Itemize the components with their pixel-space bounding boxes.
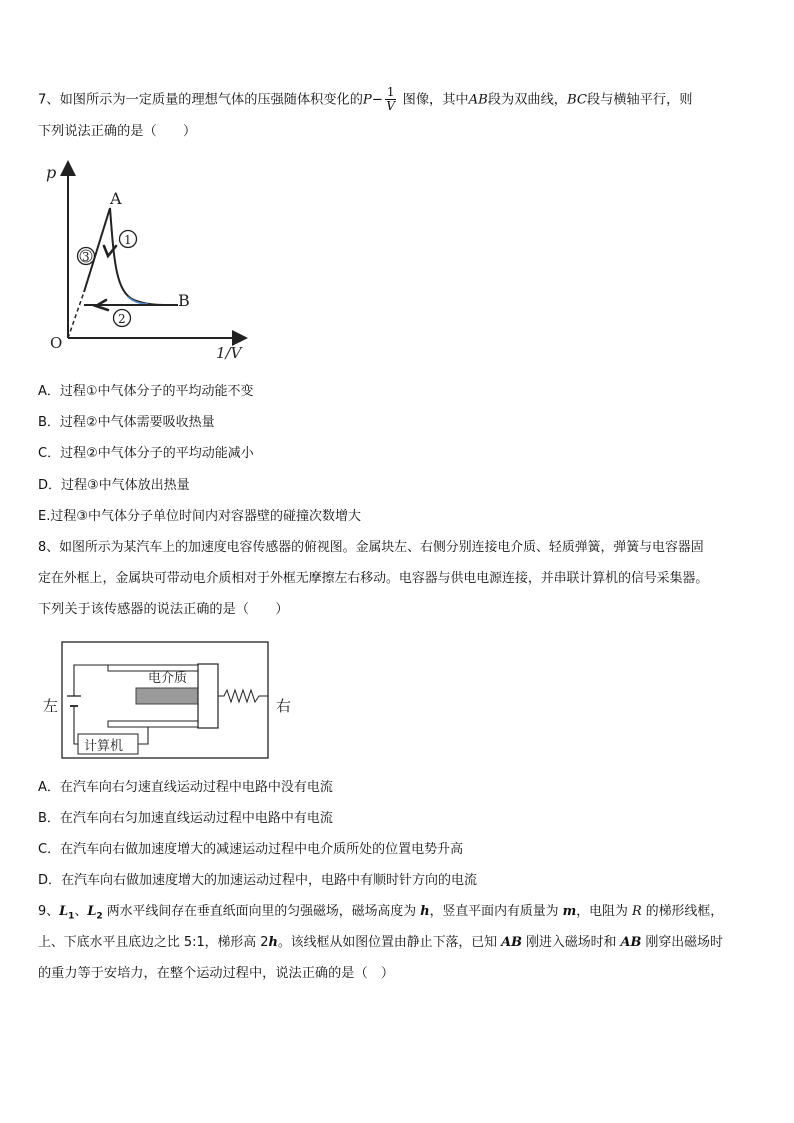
q7-stem-line1 xyxy=(38,86,692,113)
process-3-label: 3 xyxy=(82,250,90,264)
process-1-label: 1 xyxy=(124,233,132,247)
q7-stem-line2: 下列说法正确的是（ ） xyxy=(38,124,197,139)
right-label: 右 xyxy=(276,697,292,715)
q7-expr-fraction xyxy=(385,86,397,113)
process-2-label: 2 xyxy=(118,312,126,326)
circuit-wire-lower xyxy=(74,706,78,744)
q9-line2-c: 刚进入磁场时和 xyxy=(522,935,621,950)
q7-option-d: D．过程③中气体放出热量 xyxy=(38,478,190,493)
dielectric-label: 电介质 xyxy=(148,671,188,686)
capacitor-bottom-plate xyxy=(108,721,198,727)
q8-stem-line1: 8、如图所示为某汽车上的加速度电容传感器的俯视图。金属块左、右侧分别连接电介质、轻质弹簧，弹簧与电容器固 xyxy=(38,540,704,555)
q9-line2-a: 上、下底水平且底边之比 5:1，梯形高 2 xyxy=(38,935,269,950)
q8-stem-line2: 定在外框上，金属块可带动电介质相对于外框无摩擦左右移动。电容器与供电电源连接，并串联计算机的信号采集器。 xyxy=(38,571,709,586)
q9-stem-line3: 的重力等于安培力，在整个运动过程中，说法正确的是（ ） xyxy=(38,966,395,981)
q9-part3: ，电阻为 xyxy=(576,904,632,919)
q8-sensor-diagram xyxy=(40,638,300,762)
x-axis-label: 1/V xyxy=(216,344,242,362)
q9-h: h xyxy=(420,904,430,919)
spring xyxy=(218,690,268,702)
q7-seg-ab: AB xyxy=(468,92,488,108)
q7-option-b: B．过程②中气体需要吸收热量 xyxy=(38,415,215,430)
origin-label: O xyxy=(50,334,63,352)
q9-part4: 的梯形线框， xyxy=(641,904,724,919)
y-axis-label: p xyxy=(46,163,57,182)
metal-block xyxy=(198,664,218,728)
q9-l2-sub: 2 xyxy=(96,911,103,922)
process-1-curve xyxy=(110,208,178,305)
q7-expr-den: V xyxy=(386,99,395,113)
q9-line2-h: h xyxy=(268,935,278,950)
circuit-wire-right xyxy=(138,727,148,744)
q7-stem-prefix: 7、如图所示为一定质量的理想气体的压强随体积变化的 xyxy=(38,92,363,108)
q9-sep: 、 xyxy=(74,904,88,919)
q7-pv-diagram xyxy=(44,152,264,362)
left-label: 左 xyxy=(43,697,59,715)
q9-l2: L xyxy=(87,904,97,919)
point-b-label: B xyxy=(178,291,190,310)
q8-stem-line3: 下列关于该传感器的说法正确的是（ ） xyxy=(38,602,289,617)
q8-option-b: B．在汽车向右匀加速直线运动过程中电路中有电流 xyxy=(38,811,333,826)
dielectric-slab xyxy=(136,688,198,704)
q8-option-c: C．在汽车向右做加速度增大的减速运动过程中电介质所处的位置电势升高 xyxy=(38,842,464,857)
q7-option-c: C．过程②中气体分子的平均动能减小 xyxy=(38,446,254,461)
q9-r: R xyxy=(631,904,642,919)
q7-option-e: E.过程③中气体分子单位时间内对容器壁的碰撞次数增大 xyxy=(38,509,362,524)
q7-expr-minus: − xyxy=(371,92,383,108)
q9-l1: L xyxy=(59,904,69,919)
circuit-wire xyxy=(74,665,108,696)
q9-line2-ab2: AB xyxy=(620,935,642,950)
q7-stem-mid2: 段为双曲线， xyxy=(487,92,567,108)
q9-m: m xyxy=(562,904,577,919)
q7-stem-mid1: 图像，其中 xyxy=(398,92,469,108)
q7-stem-mid3: 段与横轴平行，则 xyxy=(586,92,693,108)
q9-stem-line1 xyxy=(38,902,723,927)
q9-line2-d: 刚穿出磁场时 xyxy=(641,935,723,950)
q8-option-a: A．在汽车向右匀速直线运动过程中电路中没有电流 xyxy=(38,780,333,795)
q9-num: 9、 xyxy=(38,904,60,919)
q9-l1-sub: 1 xyxy=(68,911,75,922)
q8-option-d: D．在汽车向右做加速度增大的加速运动过程中，电路中有顺时针方向的电流 xyxy=(38,873,478,888)
q9-line2-b: 。该线框从如图位置由静止下落，已知 xyxy=(277,935,502,950)
q7-option-a: A．过程①中气体分子的平均动能不变 xyxy=(38,384,254,399)
q9-stem-line2 xyxy=(38,933,723,953)
point-a-label: A xyxy=(110,189,122,208)
q9-part2: ，竖直平面内有质量为 xyxy=(429,904,563,919)
q7-expr-p: P xyxy=(362,92,372,108)
q7-seg-bc: BC xyxy=(566,92,587,108)
q9-line2-ab1: AB xyxy=(501,935,523,950)
dashed-ray xyxy=(68,292,84,338)
q7-expr-num: 1 xyxy=(386,85,395,99)
computer-label: 计算机 xyxy=(84,739,124,754)
q9-part1: 两水平线间存在垂直纸面向里的匀强磁场，磁场高度为 xyxy=(102,904,421,919)
